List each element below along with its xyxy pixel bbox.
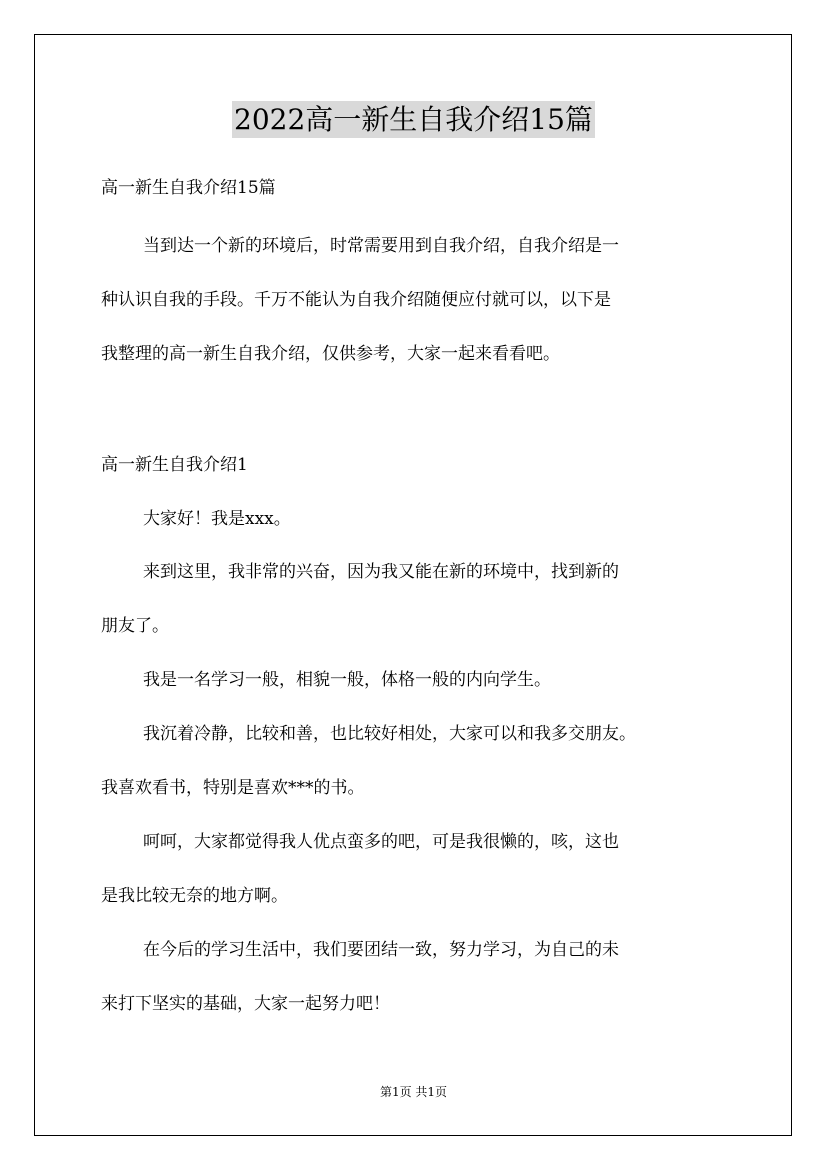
body-line: 来打下坚实的基础，大家一起努力吧！ [101, 994, 390, 1014]
section-heading: 高一新生自我介绍1 [101, 455, 248, 475]
body-line: 朋友了。 [101, 616, 169, 636]
intro-line: 我整理的高一新生自我介绍，仅供参考，大家一起来看看吧。 [101, 344, 560, 364]
body-line: 大家好！我是xxx。 [143, 509, 291, 529]
intro-line: 当到达一个新的环境后，时常需要用到自我介绍，自我介绍是一 [143, 236, 619, 256]
body-line: 来到这里，我非常的兴奋，因为我又能在新的环境中，找到新的 [143, 562, 619, 582]
body-line: 在今后的学习生活中，我们要团结一致，努力学习，为自己的未 [143, 940, 619, 960]
page-number-footer: 第1页 共1页 [379, 1085, 448, 1099]
body-line: 我是一名学习一般，相貌一般，体格一般的内向学生。 [143, 670, 551, 690]
body-line: 我沉着冷静，比较和善，也比较好相处，大家可以和我多交朋友。 [143, 724, 636, 744]
intro-line: 种认识自我的手段。千万不能认为自我介绍随便应付就可以，以下是 [101, 290, 611, 310]
body-line: 呵呵，大家都觉得我人优点蛮多的吧，可是我很懒的，咳，这也 [143, 832, 619, 852]
document-title [0, 100, 827, 140]
body-line: 我喜欢看书，特别是喜欢***的书。 [101, 778, 365, 798]
subtitle: 高一新生自我介绍15篇 [101, 178, 276, 198]
document-title-text: 2022高一新生自我介绍15篇 [234, 103, 593, 136]
body-line: 是我比较无奈的地方啊。 [101, 886, 288, 906]
